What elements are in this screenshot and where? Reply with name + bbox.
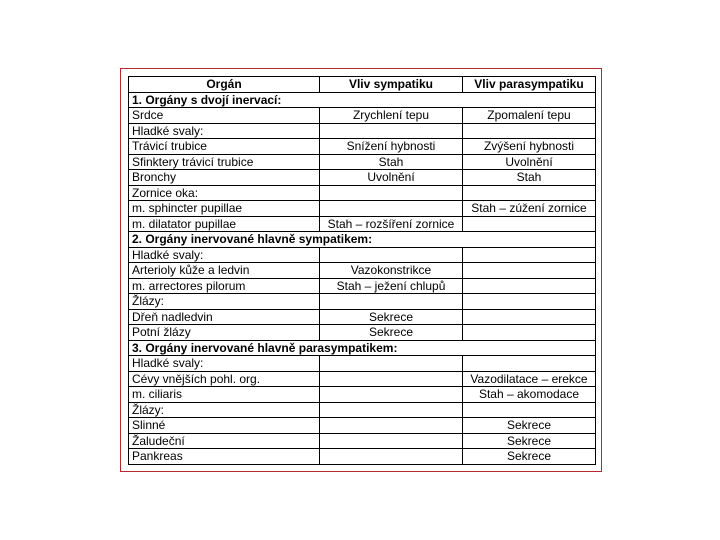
table-row	[129, 154, 596, 170]
parasympathetic-cell: Sekrece	[463, 433, 596, 449]
parasympathetic-cell: Vazodilatace – erekce	[463, 371, 596, 387]
sympathetic-cell	[320, 123, 463, 139]
parasympathetic-cell	[463, 263, 596, 279]
parasympathetic-cell	[463, 216, 596, 232]
category-label: Hladké svaly:	[129, 247, 320, 263]
organ-cell: Bronchy	[129, 170, 320, 186]
sympathetic-cell	[320, 201, 463, 217]
parasympathetic-cell	[463, 278, 596, 294]
sympathetic-cell	[320, 449, 463, 465]
parasympathetic-cell: Zvýšení hybnosti	[463, 139, 596, 155]
category-row	[129, 185, 596, 201]
header-sympathetic: Vliv sympatiku	[320, 77, 463, 93]
organ-cell: Potní žlázy	[129, 325, 320, 341]
table-row	[129, 387, 596, 403]
sympathetic-cell: Vazokonstrikce	[320, 263, 463, 279]
parasympathetic-cell	[463, 325, 596, 341]
organ-cell: Srdce	[129, 108, 320, 124]
sympathetic-cell: Snížení hybnosti	[320, 139, 463, 155]
sympathetic-cell: Uvolnění	[320, 170, 463, 186]
table-row	[129, 216, 596, 232]
sympathetic-cell	[320, 356, 463, 372]
parasympathetic-cell: Zpomalení tepu	[463, 108, 596, 124]
organ-cell: Slinné	[129, 418, 320, 434]
table-row	[129, 371, 596, 387]
parasympathetic-cell: Uvolnění	[463, 154, 596, 170]
sympathetic-cell	[320, 371, 463, 387]
category-label: Hladké svaly:	[129, 356, 320, 372]
table-row	[129, 449, 596, 465]
parasympathetic-cell	[463, 309, 596, 325]
parasympathetic-cell	[463, 123, 596, 139]
organ-cell: Pankreas	[129, 449, 320, 465]
slide-frame	[120, 68, 602, 472]
parasympathetic-cell: Sekrece	[463, 418, 596, 434]
sympathetic-cell: Stah – rozšíření zornice	[320, 216, 463, 232]
sympathetic-cell	[320, 433, 463, 449]
parasympathetic-cell: Stah	[463, 170, 596, 186]
sympathetic-cell: Zrychlení tepu	[320, 108, 463, 124]
table-row	[129, 278, 596, 294]
category-label: Žlázy:	[129, 294, 320, 310]
header-organ: Orgán	[129, 77, 320, 93]
category-row	[129, 356, 596, 372]
header-row	[129, 77, 596, 93]
category-row	[129, 247, 596, 263]
parasympathetic-cell: Sekrece	[463, 449, 596, 465]
table-row	[129, 139, 596, 155]
category-row	[129, 123, 596, 139]
sympathetic-cell: Sekrece	[320, 309, 463, 325]
category-row	[129, 294, 596, 310]
section-heading: 2. Orgány inervované hlavně sympatikem:	[129, 232, 596, 248]
sympathetic-cell	[320, 387, 463, 403]
parasympathetic-cell	[463, 294, 596, 310]
sympathetic-cell	[320, 185, 463, 201]
table-row	[129, 309, 596, 325]
organ-cell: Trávicí trubice	[129, 139, 320, 155]
section-row	[129, 92, 596, 108]
section-heading: 3. Orgány inervované hlavně parasympatikem:	[129, 340, 596, 356]
organ-cell: Cévy vnějších pohl. org.	[129, 371, 320, 387]
parasympathetic-cell: Stah – zúžení zornice	[463, 201, 596, 217]
sympathetic-cell: Stah – ježení chlupů	[320, 278, 463, 294]
parasympathetic-cell	[463, 402, 596, 418]
table-row	[129, 263, 596, 279]
sympathetic-cell	[320, 294, 463, 310]
organ-cell: Dřeň nadledvin	[129, 309, 320, 325]
sympathetic-cell: Sekrece	[320, 325, 463, 341]
sympathetic-cell	[320, 402, 463, 418]
organ-cell: Žaludeční	[129, 433, 320, 449]
organ-cell: m. arrectores pilorum	[129, 278, 320, 294]
section-row	[129, 232, 596, 248]
category-label: Hladké svaly:	[129, 123, 320, 139]
parasympathetic-cell: Stah – akomodace	[463, 387, 596, 403]
sympathetic-cell	[320, 418, 463, 434]
section-row	[129, 340, 596, 356]
organ-cell: Sfinktery trávicí trubice	[129, 154, 320, 170]
category-label: Žlázy:	[129, 402, 320, 418]
table-row	[129, 418, 596, 434]
sympathetic-cell: Stah	[320, 154, 463, 170]
category-label: Zornice oka:	[129, 185, 320, 201]
parasympathetic-cell	[463, 247, 596, 263]
table-row	[129, 108, 596, 124]
table-row	[129, 325, 596, 341]
organ-cell: m. ciliaris	[129, 387, 320, 403]
organ-cell: Arterioly kůže a ledvin	[129, 263, 320, 279]
sympathetic-cell	[320, 247, 463, 263]
header-parasympathetic: Vliv parasympatiku	[463, 77, 596, 93]
category-row	[129, 402, 596, 418]
organ-cell: m. dilatator pupillae	[129, 216, 320, 232]
organ-cell: m. sphincter pupillae	[129, 201, 320, 217]
table-body	[129, 92, 596, 464]
parasympathetic-cell	[463, 185, 596, 201]
innervation-table	[128, 76, 596, 465]
section-heading: 1. Orgány s dvojí inervací:	[129, 92, 596, 108]
table-row	[129, 201, 596, 217]
parasympathetic-cell	[463, 356, 596, 372]
table-row	[129, 433, 596, 449]
table-row	[129, 170, 596, 186]
